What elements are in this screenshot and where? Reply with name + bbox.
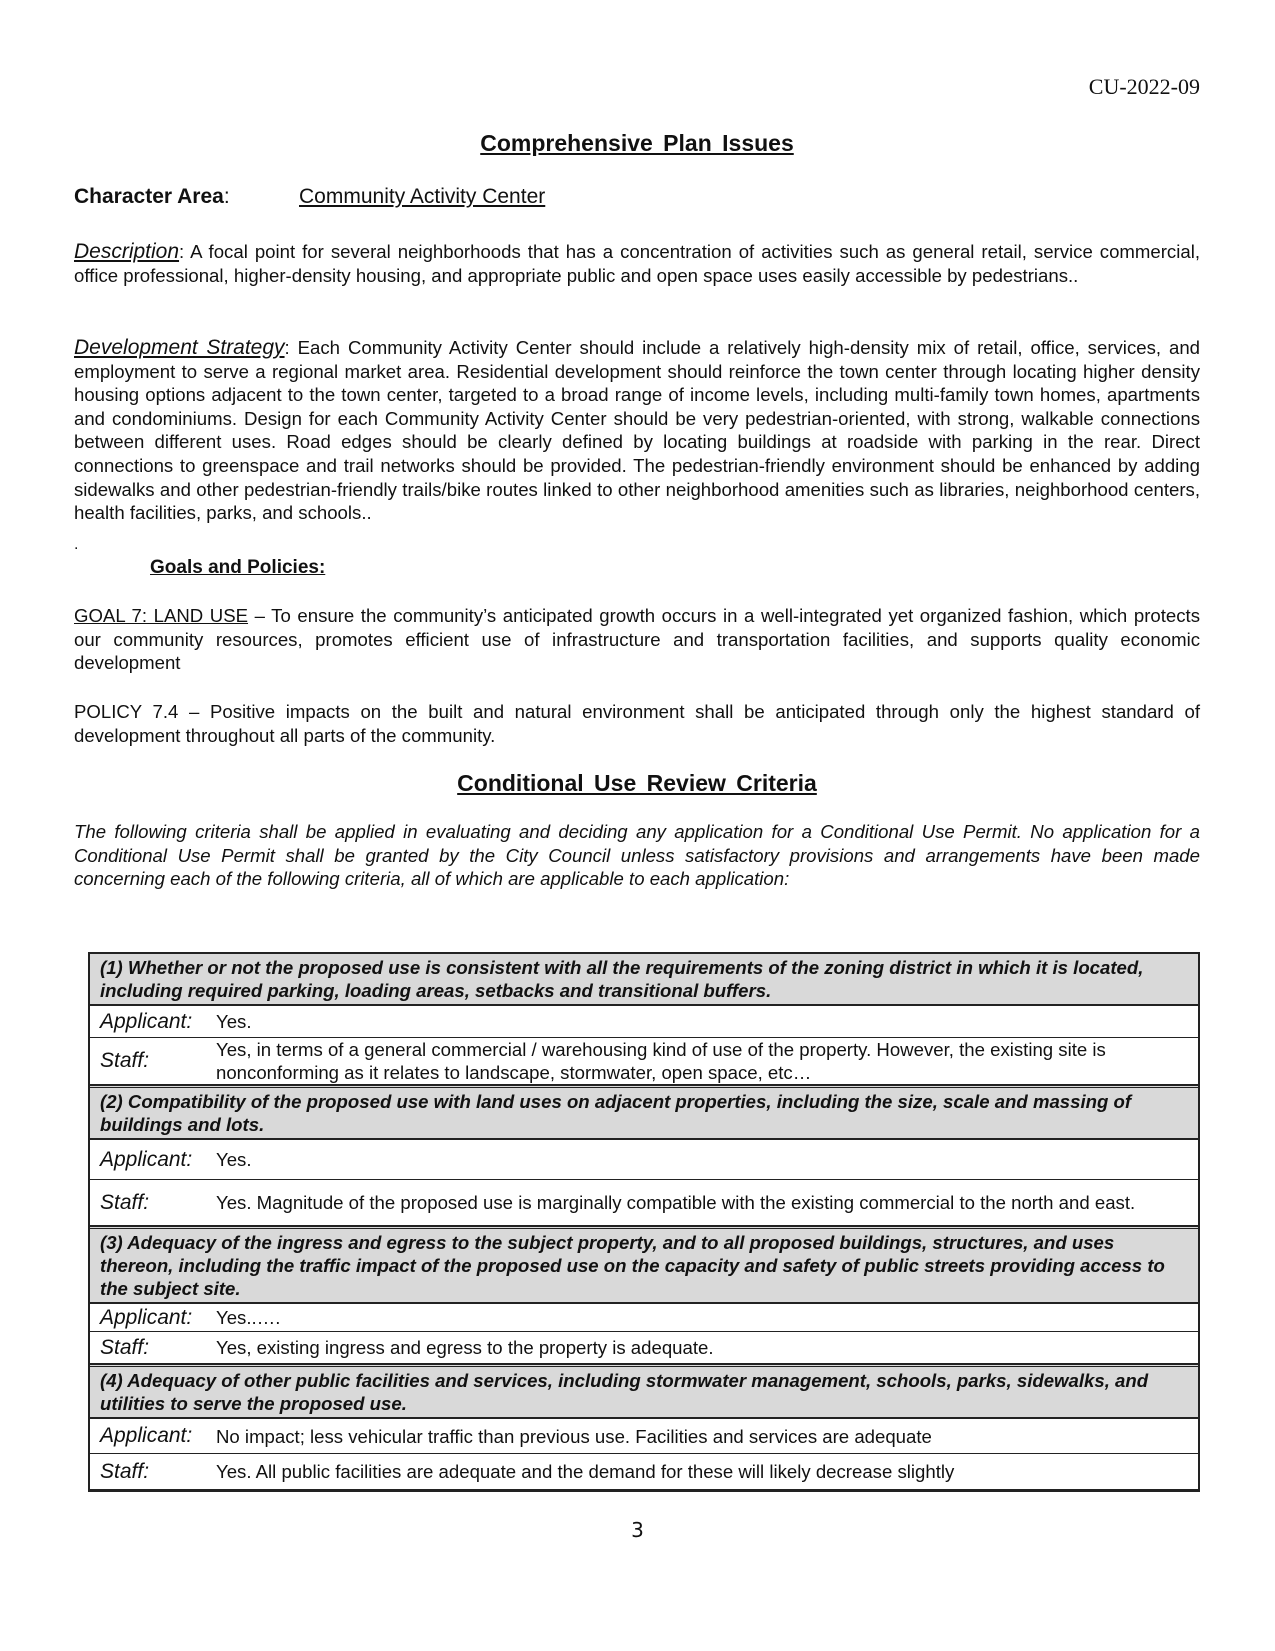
policy-paragraph: POLICY 7.4 – Positive impacts on the built and natural environment shall be anticipated through only the highest standard of development throughout all parts of the community. <box>74 701 1200 746</box>
criterion-question: (4) Adequacy of other public facilities and services, including stormwater management, schools, parks, sidewalks, and utilities to serve the proposed use. <box>90 1364 1198 1419</box>
applicant-label: Applicant: <box>90 1419 204 1454</box>
goal-paragraph <box>74 604 1200 675</box>
description-label: Description <box>74 240 180 263</box>
staff-label: Staff: <box>90 1180 204 1226</box>
staff-response: Yes. All public facilities are adequate and the demand for these will likely decrease slightly <box>204 1454 1198 1490</box>
staff-response: Yes, in terms of a general commercial / warehousing kind of use of the property. However, the existing site is nonconforming as it relates to landscape, stormwater, open space, etc… <box>204 1038 1198 1085</box>
criterion-question-row <box>90 954 1198 1006</box>
description-text: : A focal point for several neighborhoods that has a concentration of activities such as general retail, service commercial, office professional, higher-density housing, and appropriate public and open space uses easily accessible by pedestrians.. <box>74 241 1200 286</box>
applicant-response: No impact; less vehicular traffic than previous use. Facilities and services are adequate <box>204 1419 1198 1454</box>
comprehensive-plan-heading: Comprehensive Plan Issues <box>480 130 794 156</box>
applicant-response: Yes. <box>204 1140 1198 1180</box>
development-strategy-paragraph <box>74 336 1200 525</box>
character-area-label: Character Area <box>74 185 224 208</box>
criteria-intro: The following criteria shall be applied in evaluating and deciding any application for a Conditional Use Permit. No application for a Conditional Use Permit shall be granted by the City Council unless satisfactory provisions and arrangements have been made concerning each of the following criteria, all of which are applicable to each application: <box>74 821 1200 890</box>
criterion-question-row <box>90 1364 1198 1419</box>
staff-response: Yes. Magnitude of the proposed use is marginally compatible with the existing commercial to the north and east. <box>204 1180 1198 1226</box>
applicant-row <box>90 1140 1198 1180</box>
criteria-heading: Conditional Use Review Criteria <box>457 770 817 796</box>
staff-row <box>90 1332 1198 1364</box>
staff-row <box>90 1454 1198 1490</box>
applicant-row <box>90 1304 1198 1332</box>
applicant-label: Applicant: <box>90 1140 204 1180</box>
criteria-table <box>88 952 1200 1492</box>
staff-row <box>90 1038 1198 1085</box>
document-number: CU-2022-09 <box>1088 74 1200 99</box>
staff-label: Staff: <box>90 1454 204 1490</box>
staff-response: Yes, existing ingress and egress to the property is adequate. <box>204 1332 1198 1364</box>
applicant-response: Yes..…. <box>204 1304 1198 1332</box>
criterion-question: (2) Compatibility of the proposed use with land uses on adjacent properties, including the size, scale and massing of buildings and lots. <box>90 1085 1198 1140</box>
criterion-question: (3) Adequacy of the ingress and egress to the subject property, and to all proposed buildings, structures, and uses thereon, including the traffic impact of the proposed use on the capacity and safety of public streets providing access to the subject site. <box>90 1226 1198 1304</box>
goal-label: GOAL 7: LAND USE <box>74 605 249 626</box>
applicant-label: Applicant: <box>90 1304 204 1332</box>
staff-label: Staff: <box>90 1332 204 1364</box>
development-strategy-text: : Each Community Activity Center should include a relatively high-density mix of retail, office, services, and employment to serve a regional market area. Residential development should reinforce the town center through locating higher density housing options adjacent to the town center, targeted to a broad range of income levels, including multi-family town homes, apartments and condominiums. Design for each Community Activity Center should be very pedestrian-oriented, with strong, walkable connections between different uses. Road edges should be clearly defined by locating buildings at roadside with parking in the rear. Direct connections to greenspace and trail networks should be provided. The pedestrian-friendly environment should be enhanced by adding sidewalks and other pedestrian-friendly trails/bike routes linked to other neighborhood amenities such as libraries, neighborhood centers, health facilities, parks, and schools.. <box>74 337 1200 524</box>
criterion-question-row <box>90 1226 1198 1304</box>
development-strategy-label: Development Strategy <box>74 336 285 359</box>
page-number: 3 <box>631 1518 644 1542</box>
staff-label: Staff: <box>90 1038 204 1085</box>
criterion-question: (1) Whether or not the proposed use is consistent with all the requirements of the zoning district in which it is located, including required parking, loading areas, setbacks and transitional buffers. <box>90 954 1198 1006</box>
character-area-value: Community Activity Center <box>299 185 546 208</box>
applicant-response: Yes. <box>204 1006 1198 1038</box>
applicant-row <box>90 1006 1198 1038</box>
character-area-line <box>74 185 546 209</box>
applicant-row <box>90 1419 1198 1454</box>
goals-heading: Goals and Policies: <box>150 557 326 578</box>
staff-row <box>90 1180 1198 1226</box>
description-paragraph <box>74 240 1200 287</box>
applicant-label: Applicant: <box>90 1006 204 1038</box>
character-area-colon: : <box>223 185 230 208</box>
stray-dot: . <box>74 536 79 553</box>
goal-text: – To ensure the community’s anticipated growth occurs in a well-integrated yet organized fashion, which protects our community resources, promotes efficient use of infrastructure and transportation facilities, and supports quality economic development <box>74 605 1200 674</box>
criterion-question-row <box>90 1085 1198 1140</box>
